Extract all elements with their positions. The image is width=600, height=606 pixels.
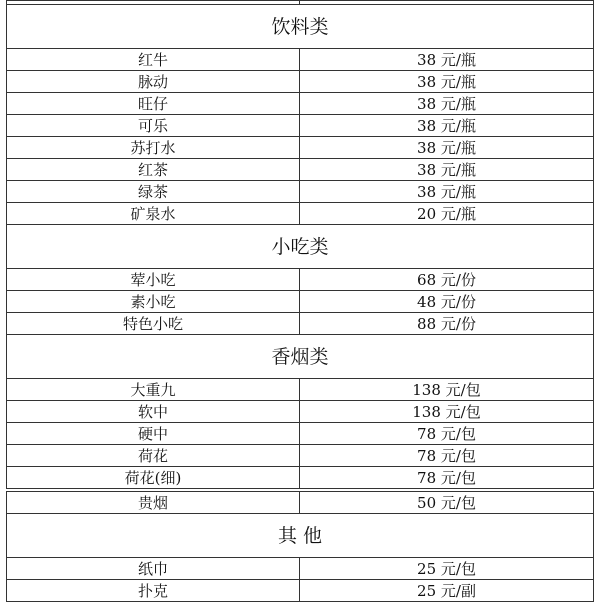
item-name: 扑克 <box>7 580 300 602</box>
table-row <box>7 269 594 291</box>
item-name: 软中 <box>7 401 300 423</box>
item-price: 20 元/瓶 <box>300 203 594 225</box>
item-name: 绿茶 <box>7 181 300 203</box>
section-header <box>7 514 594 558</box>
section-header <box>7 5 594 49</box>
item-name: 特色小吃 <box>7 313 300 335</box>
item-price: 78 元/包 <box>300 423 594 445</box>
table-row <box>7 492 594 514</box>
table-row <box>7 580 594 602</box>
item-price: 25 元/副 <box>300 580 594 602</box>
table-row <box>7 93 594 115</box>
item-name: 素小吃 <box>7 291 300 313</box>
item-price: 50 元/包 <box>300 492 594 514</box>
table-row <box>7 445 594 467</box>
item-price: 78 元/包 <box>300 445 594 467</box>
table-row <box>7 159 594 181</box>
item-name: 可乐 <box>7 115 300 137</box>
item-price: 88 元/份 <box>300 313 594 335</box>
table-row <box>7 71 594 93</box>
section-title: 饮料类 <box>7 5 594 49</box>
section-header <box>7 225 594 269</box>
item-price: 38 元/瓶 <box>300 181 594 203</box>
item-price: 138 元/包 <box>300 379 594 401</box>
item-price: 48 元/份 <box>300 291 594 313</box>
table-row <box>7 137 594 159</box>
item-price: 138 元/包 <box>300 401 594 423</box>
table-row <box>7 291 594 313</box>
table-row <box>7 115 594 137</box>
item-name: 硬中 <box>7 423 300 445</box>
section-title: 其 他 <box>7 514 594 558</box>
item-name: 旺仔 <box>7 93 300 115</box>
item-price: 78 元/包 <box>300 467 594 489</box>
item-name: 脉动 <box>7 71 300 93</box>
table-row <box>7 313 594 335</box>
item-price: 38 元/瓶 <box>300 71 594 93</box>
table-row <box>7 203 594 225</box>
item-price: 38 元/瓶 <box>300 49 594 71</box>
item-name: 荷花(细) <box>7 467 300 489</box>
item-name: 荤小吃 <box>7 269 300 291</box>
item-price: 38 元/瓶 <box>300 159 594 181</box>
item-name: 苏打水 <box>7 137 300 159</box>
section-title: 香烟类 <box>7 335 594 379</box>
table-row <box>7 181 594 203</box>
table-row <box>7 379 594 401</box>
item-price: 38 元/瓶 <box>300 137 594 159</box>
price-table <box>6 0 594 602</box>
item-name: 大重九 <box>7 379 300 401</box>
item-name: 红牛 <box>7 49 300 71</box>
table-row <box>7 49 594 71</box>
table-row <box>7 423 594 445</box>
price-sheet <box>6 0 592 602</box>
table-row <box>7 558 594 580</box>
table-row <box>7 467 594 489</box>
item-name: 纸巾 <box>7 558 300 580</box>
item-name: 贵烟 <box>7 492 300 514</box>
item-name: 矿泉水 <box>7 203 300 225</box>
item-price: 68 元/份 <box>300 269 594 291</box>
item-price: 25 元/包 <box>300 558 594 580</box>
item-price: 38 元/瓶 <box>300 115 594 137</box>
table-row <box>7 401 594 423</box>
item-price: 38 元/瓶 <box>300 93 594 115</box>
item-name: 红茶 <box>7 159 300 181</box>
item-name: 荷花 <box>7 445 300 467</box>
section-header <box>7 335 594 379</box>
section-title: 小吃类 <box>7 225 594 269</box>
